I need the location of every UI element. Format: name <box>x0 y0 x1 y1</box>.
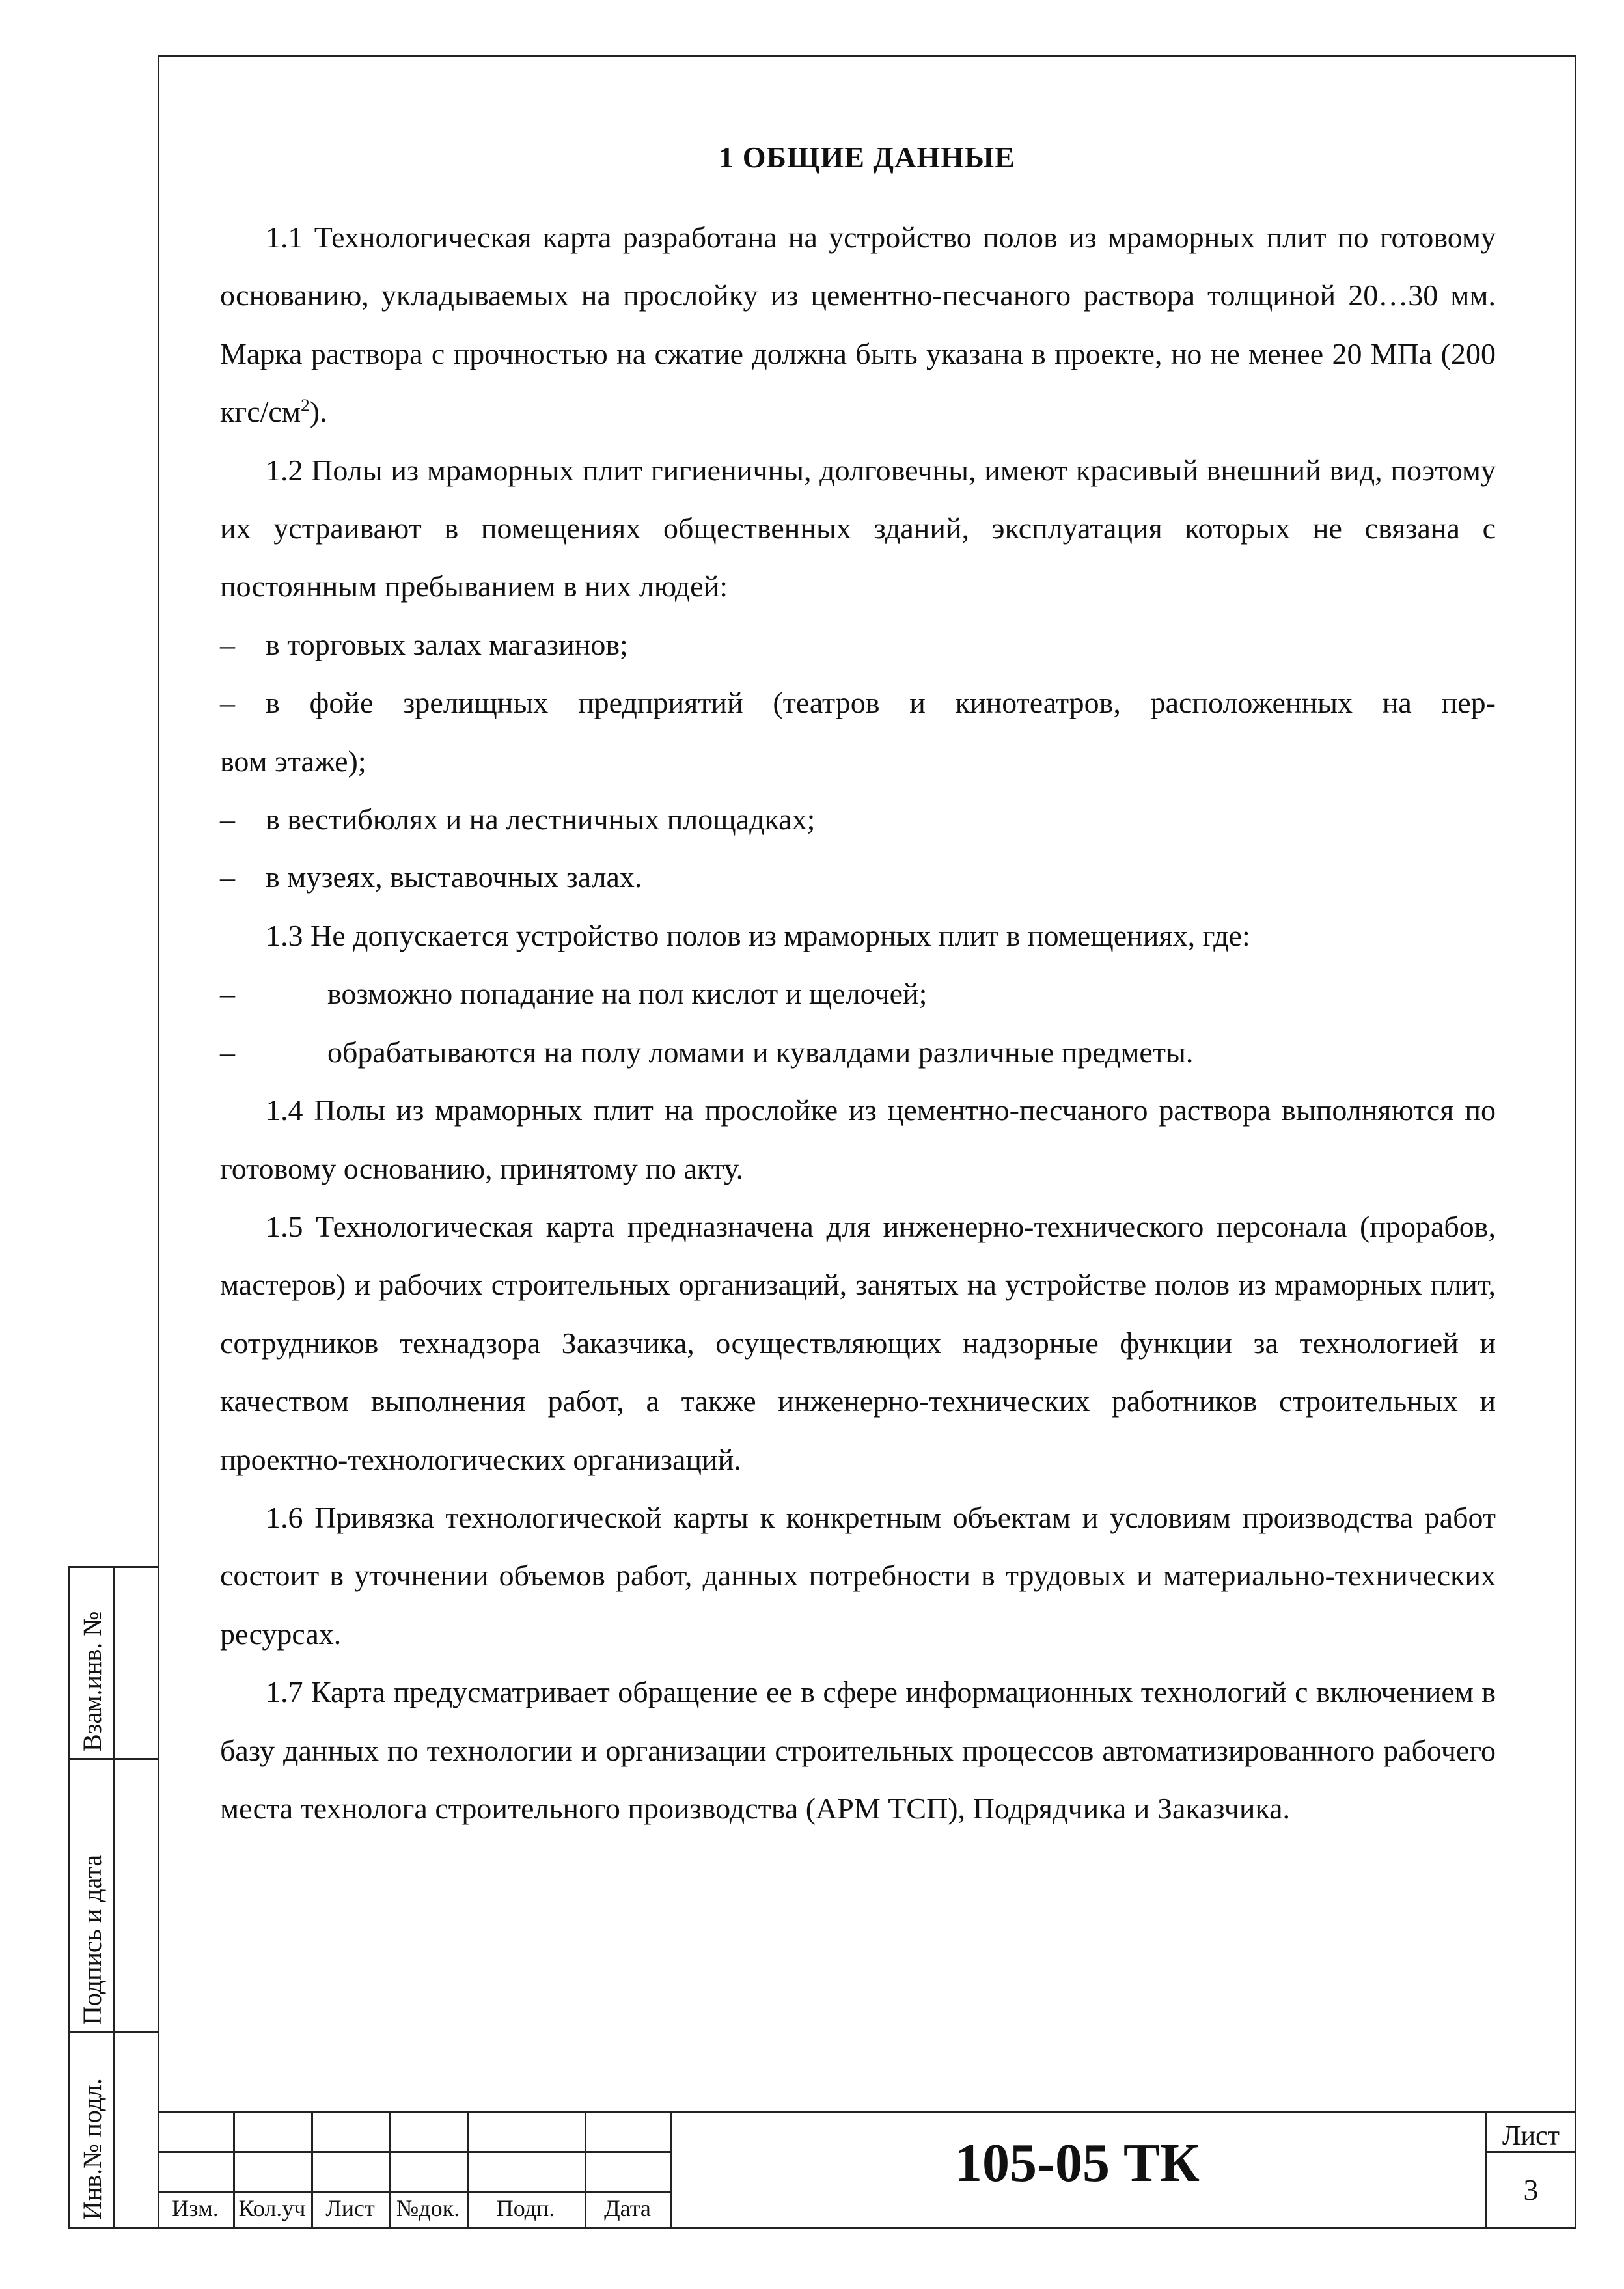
list-item-text: в музеях, выставочных залах. <box>266 860 642 894</box>
paragraph-1-3: 1.3 Не допускается устройство полов из мраморных плит в помещениях, где: <box>266 918 1250 952</box>
document-body <box>220 208 1496 1837</box>
list-item <box>220 674 1496 732</box>
title-block-border <box>158 2111 1576 2113</box>
dash-marker: – <box>220 860 235 894</box>
superscript: 2 <box>300 394 310 415</box>
list-item-text: в вестибюлях и на лестничных площадках; <box>266 802 816 836</box>
sheet-label: Лист <box>1502 2121 1560 2151</box>
stamp-border <box>68 1566 70 2229</box>
stamp-label-podpis: Подпись и дата <box>77 1854 107 2025</box>
side-stamp <box>68 1566 159 2229</box>
dash-marker: – <box>220 977 235 1011</box>
list-item <box>220 965 1496 1022</box>
paragraph-1-2: 1.2 Полы из мраморных плит гигиеничны, долговечны, имеют красивый внешний вид, поэтому их устраивают в помещениях общественных зданий, эксплуатация которых не связана с постоянным пребыванием в них людей: <box>220 453 1496 603</box>
dash-marker: – <box>220 686 235 720</box>
stamp-divider <box>68 1758 159 1760</box>
list-item <box>220 848 1496 906</box>
section-title: 1 ОБЩИЕ ДАННЫЕ <box>719 141 1015 174</box>
title-block-head: Кол.уч <box>238 2195 306 2221</box>
stamp-border <box>68 1566 159 1568</box>
sheet-number: 3 <box>1523 2173 1539 2206</box>
paragraph-1-4: 1.4 Полы из мраморных плит на прослойке из цементно-песчаного раствора выполняются по готовому основанию, принятому по акту. <box>220 1093 1496 1185</box>
paragraph-1-1 <box>220 208 1496 441</box>
stamp-divider <box>113 1566 115 2229</box>
list-item-text: возможно попадание на пол кислот и щелочей; <box>327 977 928 1011</box>
paragraph-1-5: 1.5 Технологическая карта предназначена для инженерно-технического персонала (прорабов, мастеров) и рабочих строительных организаций, занятых на устройстве полов из мраморных плит, сотрудников технадзора Заказчика, осуществляющих надзорные функции за технологией и качеством выполнения работ, а также инженерно-технических работников строительных и проектно-технологических организаций. <box>220 1209 1496 1476</box>
document-code: 105-05 ТК <box>955 2133 1200 2193</box>
title-block-head: Дата <box>604 2195 651 2221</box>
title-block-head: Подп. <box>496 2195 555 2221</box>
stamp-label-vzam: Взам.инв. № <box>77 1611 107 1751</box>
paragraph-1-1-end: ). <box>309 395 327 429</box>
dash-marker: – <box>220 1035 235 1069</box>
list-item <box>220 616 1496 674</box>
stamp-divider <box>68 2031 159 2033</box>
paragraph-1-7: 1.7 Карта предусматривает обращение ее в сфере информационных технологий с включением в базу данных по технологии и организации строительных процессов автоматизированного рабочего места технолога строительного производства (АРМ ТСП), Подрядчика и Заказчика. <box>220 1675 1496 1825</box>
dash-marker: – <box>220 627 235 661</box>
paragraph-1-1-text: 1.1 Технологическая карта разработана на устройство полов из мраморных плит по готовому основанию, укладываемых на прослойку из цементно-песчаного раствора толщиной 20…30 мм. Марка раствора с прочностью на сжатие должна быть указана в проекте, но не менее 20 МПа (200 кгс/см <box>220 221 1496 429</box>
list-item-continuation: вом этаже); <box>220 744 366 778</box>
title-block-head: Изм. <box>172 2195 219 2221</box>
list-item <box>220 790 1496 848</box>
list-item-text: обрабатываются на полу ломами и кувалдами различные предметы. <box>327 1035 1194 1069</box>
dash-marker: – <box>220 802 235 836</box>
title-block-head: №док. <box>396 2195 460 2221</box>
list-item-text: в фойе зрелищных предприятий (театров и кинотеатров, расположенных на пер- <box>266 686 1496 720</box>
paragraph-1-6: 1.6 Привязка технологической карты к конкретным объектам и условиям производства работ состоит в уточнении объемов работ, данных потребности в трудовых и материально-технических ресурсах. <box>220 1500 1496 1651</box>
list-item-text: в торговых залах магазинов; <box>266 627 628 661</box>
list-item <box>220 1023 1496 1081</box>
stamp-label-inv: Инв.№ подл. <box>77 2078 107 2220</box>
title-block-head: Лист <box>325 2195 375 2221</box>
stamp-border <box>68 2227 159 2229</box>
